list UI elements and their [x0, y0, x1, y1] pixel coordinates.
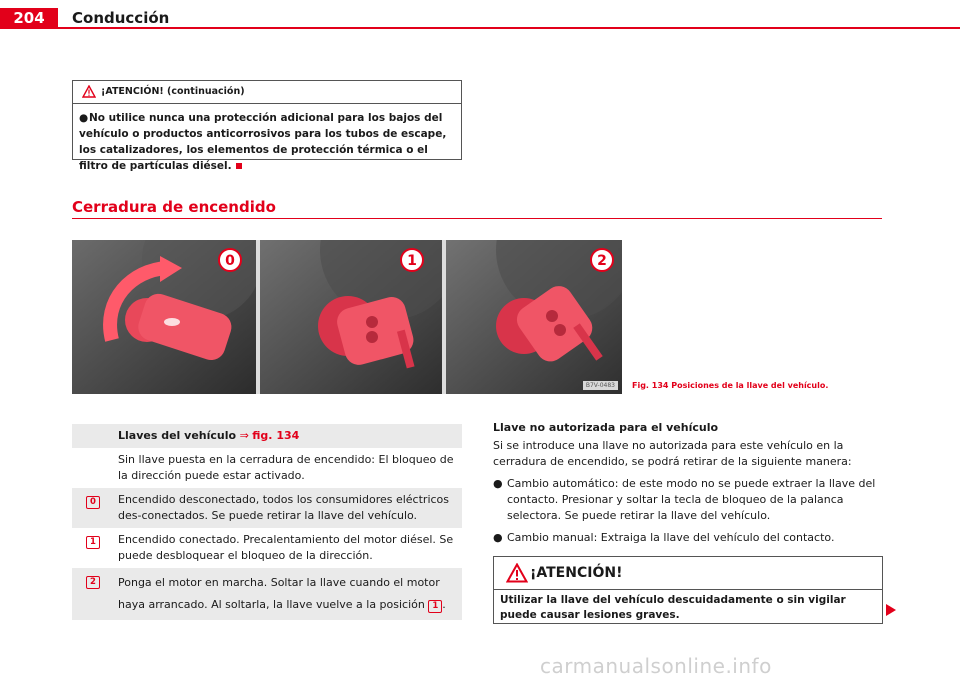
position-label-badge: 2 — [86, 576, 100, 589]
table-row-text: Sin llave puesta en la cerradura de encendido: El bloqueo de la dirección puede estar activado. — [118, 453, 454, 482]
end-of-section-icon — [236, 163, 242, 169]
table-header-text: Llaves del vehículo — [118, 429, 237, 442]
list-item-text: Cambio manual: Extraiga la llave del vehículo del contacto. — [507, 531, 835, 544]
warning-text: Utilizar la llave del vehículo descuidadamente o sin vigilar puede causar lesiones graves. — [500, 594, 846, 621]
section-title: Cerradura de encendido — [72, 198, 276, 216]
table-row-text: Encendido conectado. Precalentamiento del motor diésel. Se puede desbloquear el bloqueo de la dirección. — [118, 533, 454, 562]
watermark: carmanualsonline.info — [540, 654, 772, 678]
page-header — [0, 0, 960, 28]
page-number: 204 — [0, 8, 58, 28]
bullet-icon: ● — [79, 112, 89, 124]
warning-triangle-icon — [82, 85, 96, 98]
table-row: 2 Ponga el motor en marcha. Soltar la llave cuando el motor haya arrancado. Al soltarla, la llave vuelve a la posición 1 . — [72, 568, 462, 620]
chapter-title: Conducción — [72, 9, 170, 27]
warning-continuation-box — [72, 80, 462, 172]
list-item — [493, 530, 883, 546]
subsection-heading: Llave no autorizada para el vehículo — [493, 421, 719, 434]
position-0-badge — [218, 248, 242, 272]
key-positions-table — [72, 424, 462, 620]
svg-text:0: 0 — [225, 253, 235, 269]
table-row — [72, 488, 462, 528]
intro-paragraph: Si se introduce una llave no autorizada para este vehículo en la cerradura de encendido, se podrá retirar de la siguiente manera: — [493, 439, 852, 468]
bullet-icon: ● — [493, 477, 503, 490]
header-divider — [0, 27, 960, 29]
arrow-icon: ⇒ — [239, 429, 249, 442]
inline-position-badge: 1 — [428, 600, 442, 613]
list-item — [493, 476, 883, 524]
unauthorized-key-section — [493, 420, 883, 552]
table-row — [72, 528, 462, 568]
continue-arrow-icon — [886, 604, 896, 616]
figure-code: B7V-0483 — [583, 381, 618, 390]
table-row-text: Encendido desconectado, todos los consumidores eléctricos des-conectados. Se puede retirar la llave del vehículo. — [118, 493, 450, 522]
bullet-icon: ● — [493, 531, 503, 544]
position-2-badge — [590, 248, 614, 272]
warning-continuation-title: ¡ATENCIÓN! (continuación) — [101, 86, 245, 97]
warning-title: ¡ATENCIÓN! — [530, 565, 623, 581]
warning-continuation-text: No utilice nunca una protección adicional para los bajos del vehículo o productos anticorrosivos para los tubos de escape, los catalizadores, los elementos de protección térmica o el filtro de partículas diésel. — [79, 112, 447, 172]
figure-caption: Fig. 134 Posiciones de la llave del vehículo. — [632, 381, 829, 390]
position-label-badge: 0 — [86, 496, 100, 509]
warning-header — [494, 557, 882, 590]
ignition-key-figure — [72, 240, 622, 394]
position-label-badge: 1 — [86, 536, 100, 549]
list-item-text: Cambio automático: de este modo no se puede extraer la llave del contacto. Presionar y soltar la tecla de bloqueo de la palanca selectora. Se puede retirar la llave del vehículo. — [507, 477, 876, 522]
warning-box — [493, 556, 883, 624]
warning-continuation-header — [73, 81, 461, 104]
svg-text:1: 1 — [407, 253, 417, 269]
position-1-badge — [400, 248, 424, 272]
section-divider — [72, 218, 882, 219]
table-header-row — [72, 424, 462, 448]
svg-text:2: 2 — [597, 253, 607, 269]
figure-reference-link[interactable]: fig. 134 — [252, 429, 300, 442]
table-row-text: Ponga el motor en marcha. Soltar la llave cuando el motor haya arrancado. Al soltarla, la llave vuelve a la posición — [118, 576, 440, 611]
warning-continuation-body — [73, 104, 461, 174]
table-row — [72, 448, 462, 488]
warning-triangle-icon — [506, 563, 528, 583]
